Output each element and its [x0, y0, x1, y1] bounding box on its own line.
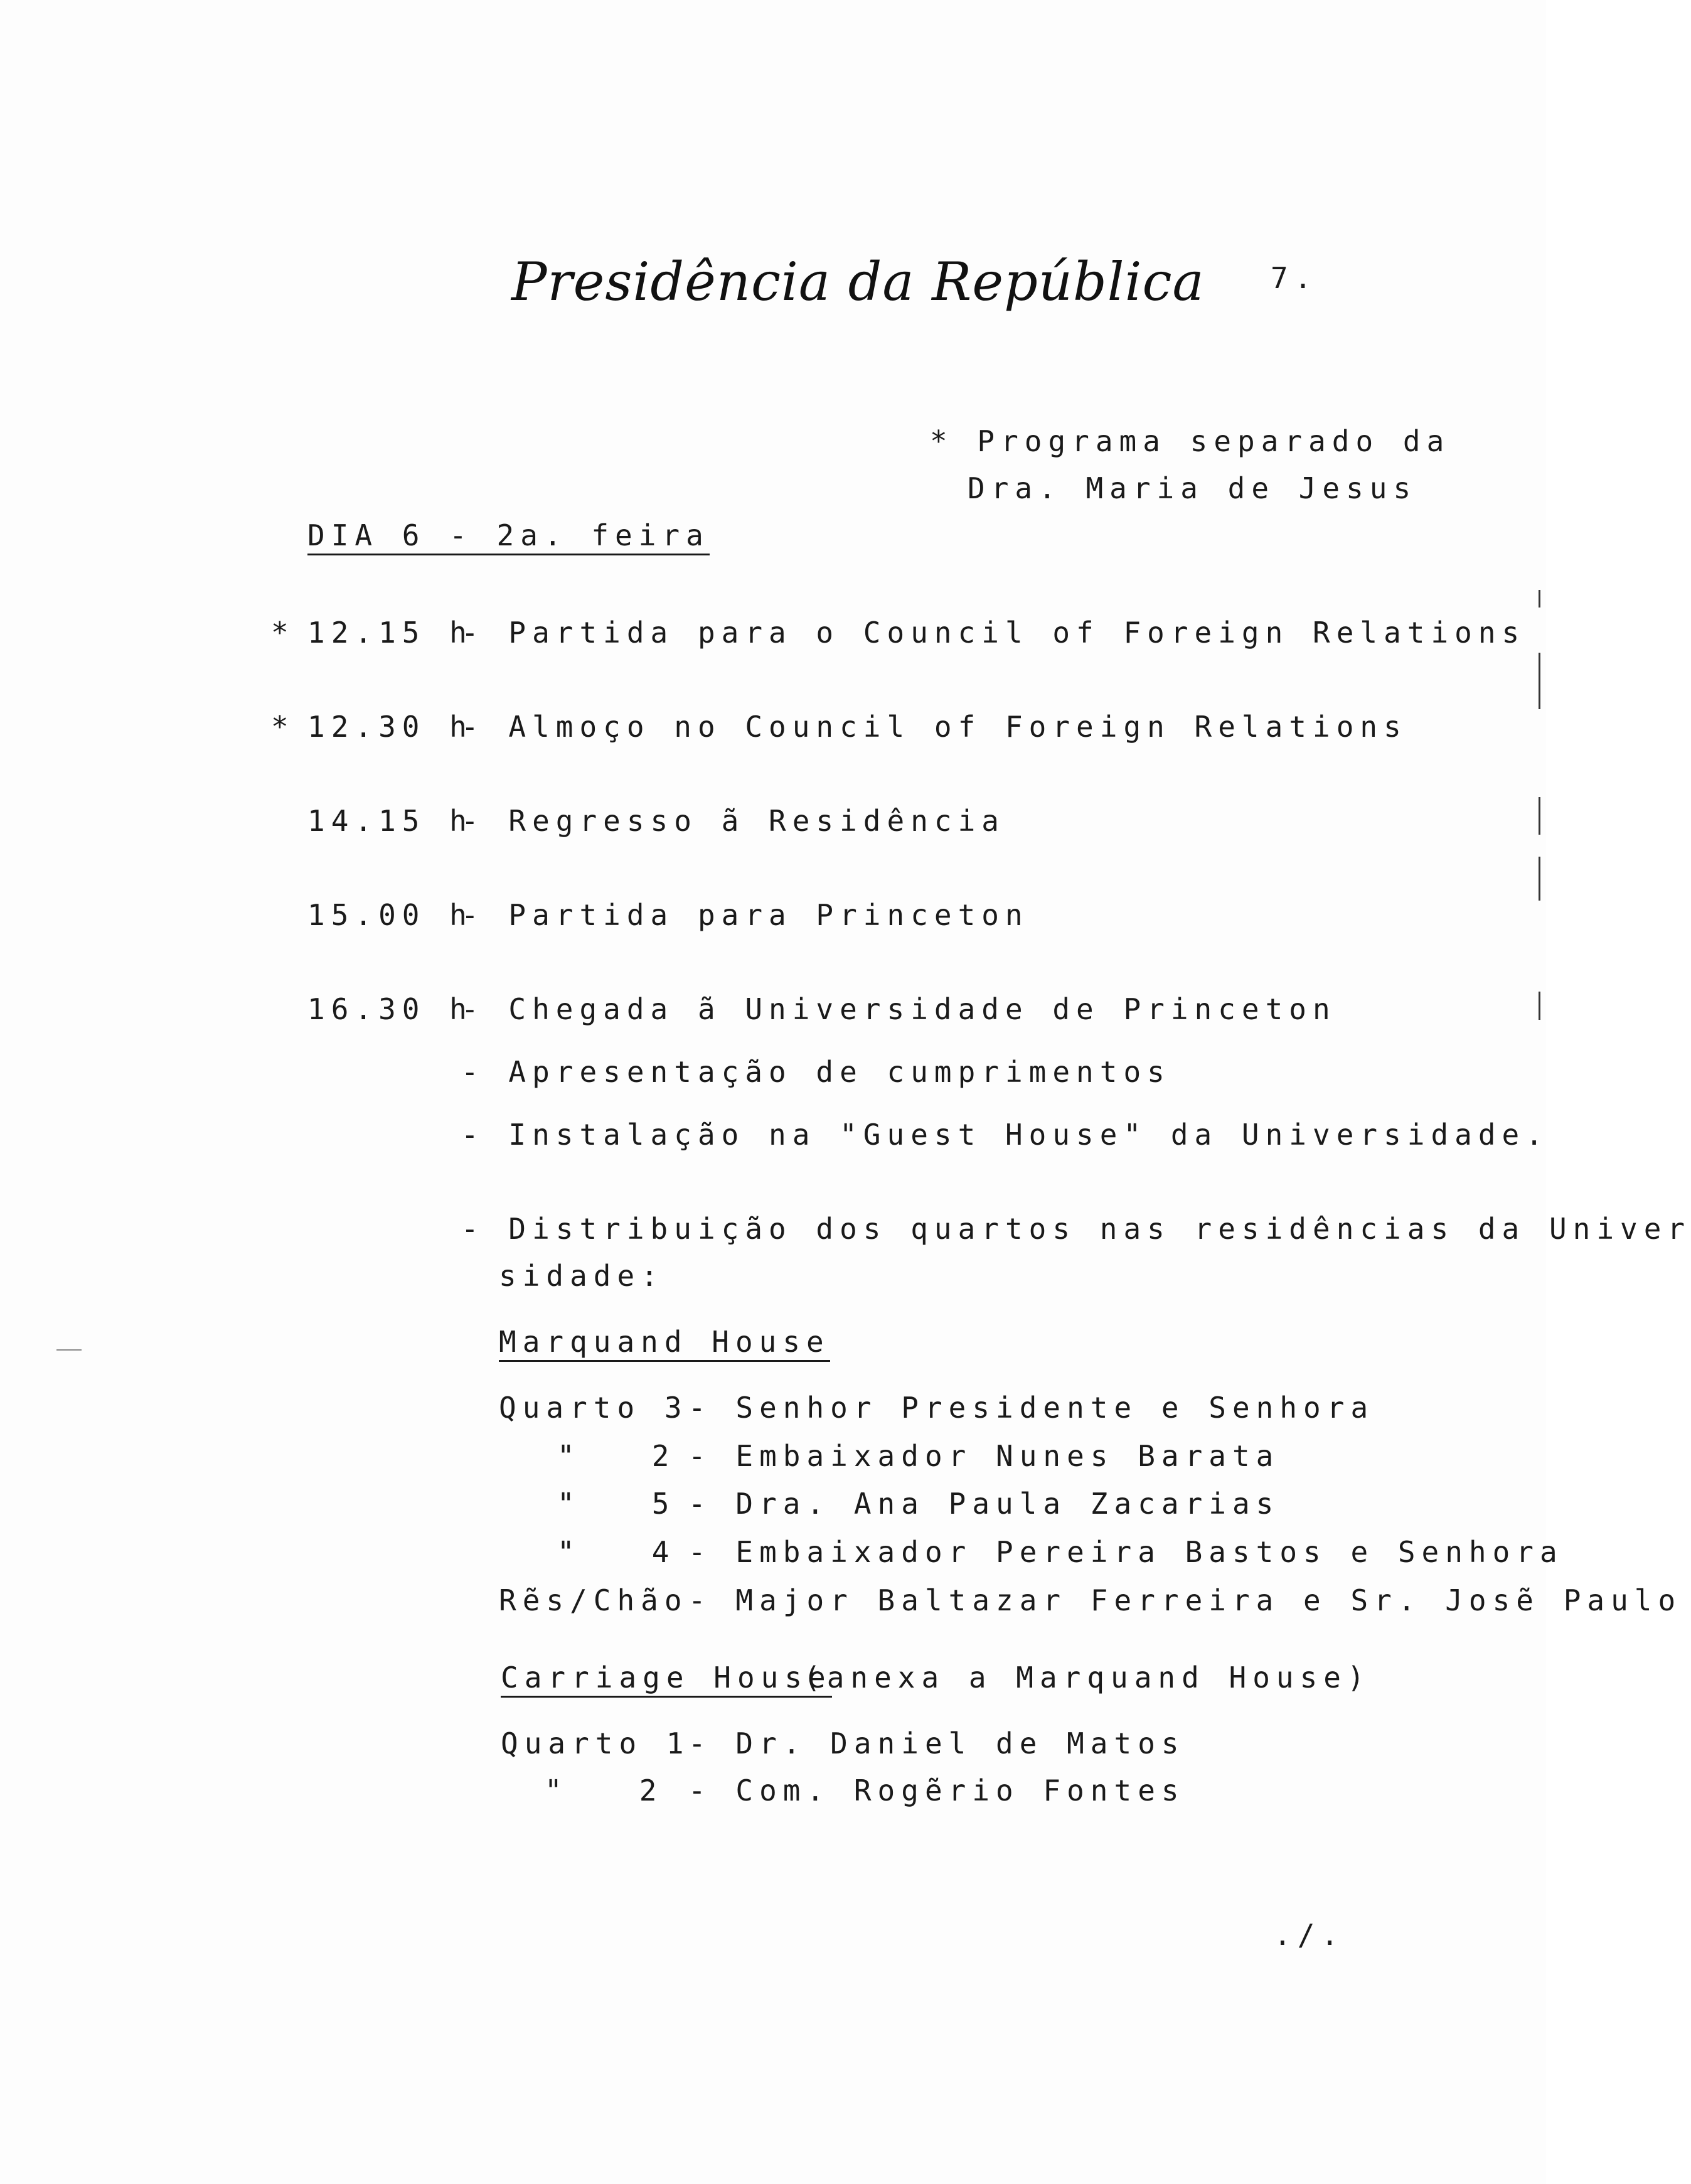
scan-artifact	[1539, 653, 1540, 709]
schedule-time: 16.30 h	[307, 992, 473, 1026]
priority-mark: *	[271, 710, 295, 744]
marquand-house-title: Marquand House	[499, 1327, 830, 1362]
note-line-1: * Programa separado da	[930, 424, 1451, 458]
room-label: Quarto 1	[501, 1726, 690, 1760]
scan-artifact	[56, 1349, 82, 1351]
sub-item-continuation: sidade:	[499, 1259, 664, 1293]
carriage-house-subtitle: (anexa a Marquand House)	[803, 1661, 1371, 1694]
room-label: Rẽs/Chão	[499, 1583, 688, 1617]
sub-item: - Instalação na "Guest House" da Universidade.	[461, 1118, 1549, 1152]
schedule-time: 14.15 h	[307, 804, 473, 838]
schedule-text: - Regresso ã Residência	[461, 804, 1005, 838]
scan-artifact	[1539, 590, 1540, 608]
scan-artifact	[1539, 992, 1540, 1020]
sub-item: - Distribuição dos quartos nas residências da Univer	[461, 1212, 1691, 1246]
letterhead: Presidência da República	[511, 251, 1205, 313]
note-line-2: Dra. Maria de Jesus	[968, 471, 1417, 505]
continuation-mark: ./.	[1274, 1918, 1345, 1952]
priority-mark: *	[271, 616, 295, 650]
room-occupant: - Dra. Ana Paula Zacarias	[688, 1487, 1280, 1521]
day-heading: DIA 6 - 2a. feira	[307, 521, 710, 555]
schedule-text: - Partida para o Council of Foreign Relations	[461, 616, 1526, 650]
schedule-text: - Almoço no Council of Foreign Relations	[461, 710, 1407, 744]
scan-artifact	[1539, 797, 1540, 835]
room-occupant: - Embaixador Pereira Bastos e Senhora	[688, 1535, 1564, 1569]
schedule-time: 12.30 h	[307, 710, 473, 744]
carriage-house-title: Carriage House	[501, 1663, 832, 1698]
sub-item: - Apresentação de cumprimentos	[461, 1055, 1171, 1089]
schedule-time: 12.15 h	[307, 616, 473, 650]
room-occupant: - Senhor Presidente e Senhora	[688, 1391, 1375, 1425]
room-occupant: - Dr. Daniel de Matos	[688, 1726, 1185, 1760]
room-label: Quarto 3	[499, 1391, 688, 1425]
room-label: " 2	[545, 1774, 663, 1807]
schedule-text: - Chegada ã Universidade de Princeton	[461, 992, 1336, 1026]
room-occupant: - Embaixador Nunes Barata	[688, 1439, 1280, 1473]
page-number: 7.	[1271, 261, 1318, 295]
room-label: " 5	[557, 1487, 676, 1521]
room-occupant: - Com. Rogẽrio Fontes	[688, 1774, 1185, 1807]
schedule-time: 15.00 h	[307, 898, 473, 932]
room-label: " 4	[557, 1535, 676, 1569]
room-occupant: - Major Baltazar Ferreira e Sr. Josẽ Paulo	[688, 1583, 1682, 1617]
scan-artifact	[1539, 857, 1540, 901]
room-label: " 2	[557, 1439, 676, 1473]
schedule-text: - Partida para Princeton	[461, 898, 1029, 932]
